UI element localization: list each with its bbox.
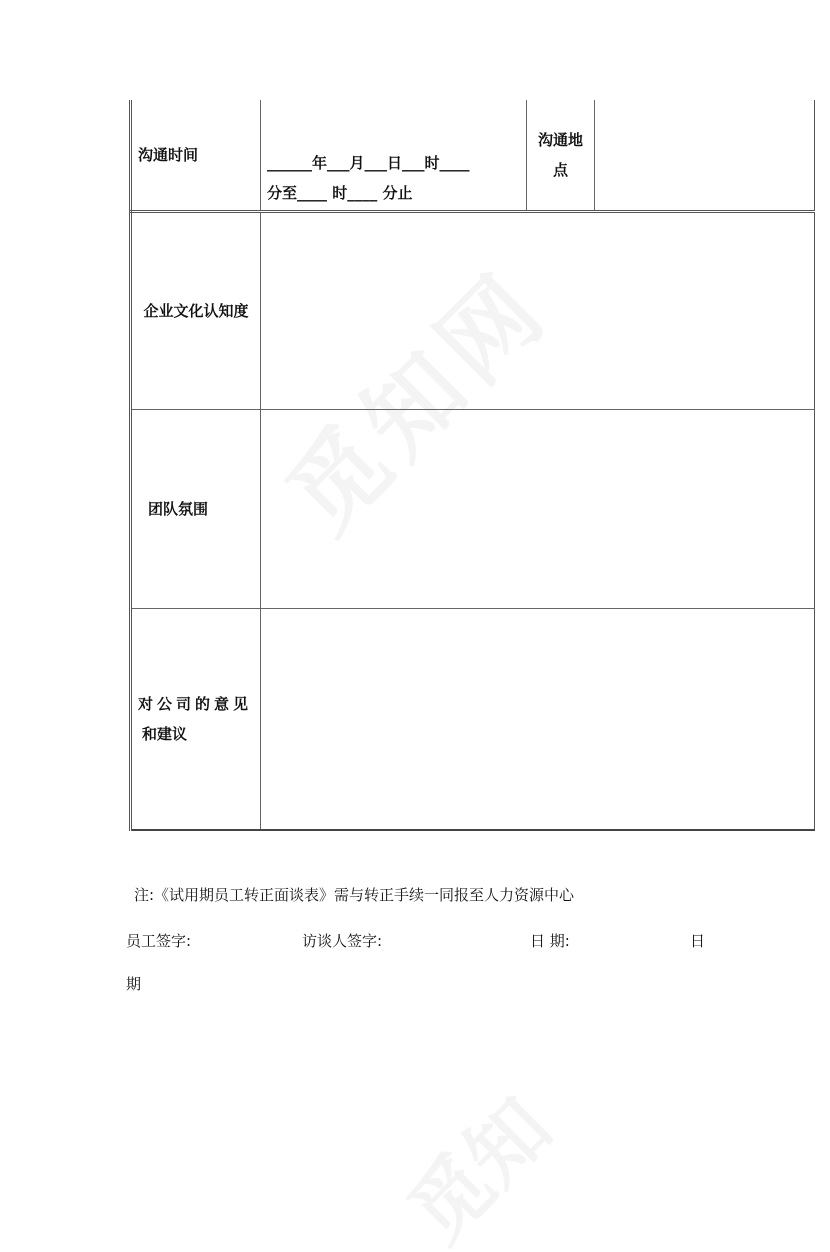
team-label: 团队氛围: [148, 500, 209, 518]
team-value-cell[interactable]: [261, 410, 815, 609]
date-label: 日 期:: [530, 932, 570, 950]
opinion-label-cell: [131, 609, 261, 831]
table-row: [131, 609, 815, 831]
culture-value-cell[interactable]: [261, 212, 815, 410]
date-label-2-part1: 日: [690, 932, 706, 950]
location-label-cell: [527, 100, 595, 212]
watermark-fragment: [378, 1068, 562, 1252]
time-label: 沟通时间: [138, 146, 199, 164]
opinion-label-line2: 和建议: [142, 725, 188, 743]
opinion-label-line1: 对公司的意见: [138, 695, 253, 713]
interviewer-signature-label: 访谈人签字:: [302, 932, 383, 950]
team-label-cell: [131, 410, 261, 609]
time-value-cell[interactable]: [261, 100, 527, 212]
table-row: [131, 100, 815, 212]
location-value-cell[interactable]: [595, 100, 815, 212]
location-label: 沟通地点: [537, 131, 583, 179]
time-value-line1: ______年___月___日___时____: [267, 154, 470, 172]
opinion-value-cell[interactable]: [261, 609, 815, 831]
time-label-cell: [131, 100, 261, 212]
culture-label-cell: [131, 212, 261, 410]
interview-form-table: [129, 100, 815, 831]
employee-signature-label: 员工签字:: [126, 932, 192, 950]
date-label-2-part2: 期: [126, 975, 142, 993]
time-value-line2: 分至____ 时____ 分止: [267, 184, 413, 202]
table-row: [131, 410, 815, 609]
culture-label: 企业文化认知度: [143, 302, 249, 320]
footer-note: 注:《试用期员工转正面谈表》需与转正手续一同报至人力资源中心: [134, 886, 575, 904]
table-row: [131, 212, 815, 410]
